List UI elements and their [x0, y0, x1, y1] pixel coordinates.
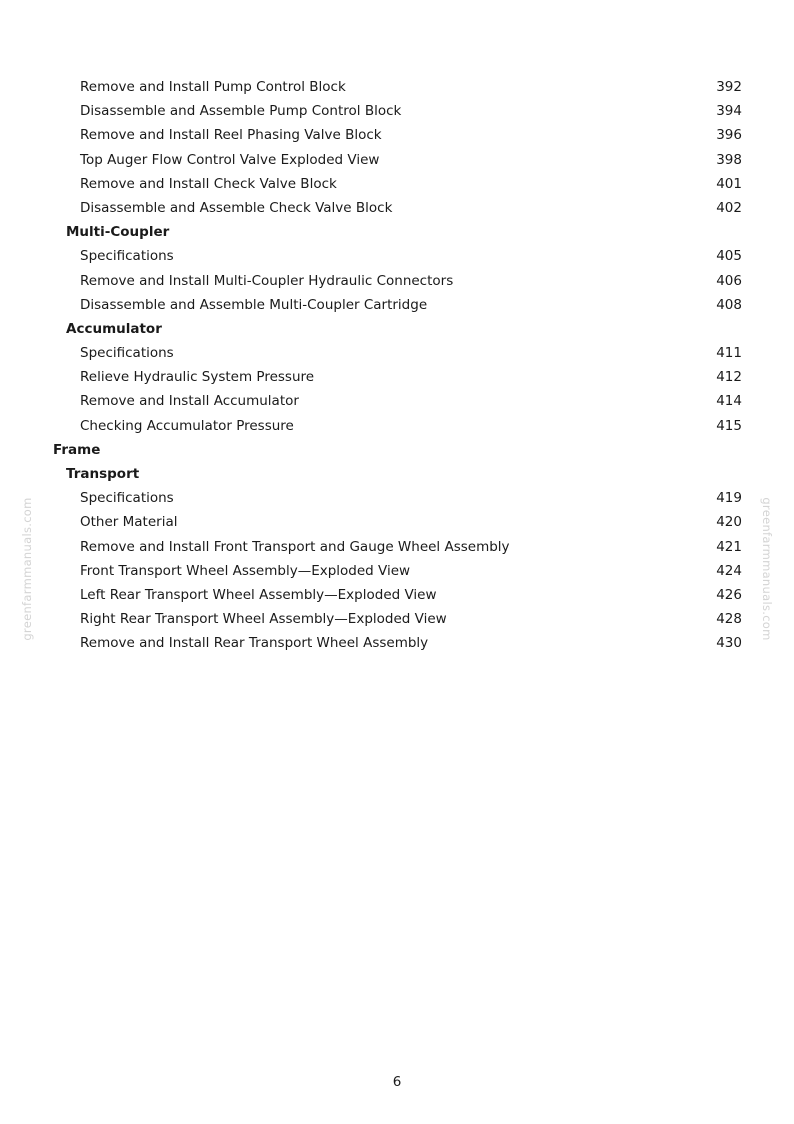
toc-entry-title: Remove and Install Accumulator: [80, 393, 299, 410]
toc-entry-page: 424: [716, 562, 742, 579]
toc-entry[interactable]: [0, 269, 794, 293]
toc-subsection: [0, 462, 794, 486]
toc-section: [0, 438, 794, 462]
toc-entry-page: 392: [716, 79, 742, 95]
toc-entry[interactable]: [0, 607, 794, 631]
toc-entry[interactable]: [0, 631, 794, 655]
toc-subsection: [0, 317, 794, 341]
toc-entry-title: Disassemble and Assemble Pump Control Block: [80, 103, 402, 120]
toc-entry-page: 426: [716, 586, 742, 603]
toc-entry-title: Right Rear Transport Wheel Assembly—Exploded View: [80, 611, 447, 628]
toc-entry-title: Left Rear Transport Wheel Assembly—Exploded View: [80, 586, 437, 603]
toc-entry[interactable]: [0, 341, 794, 365]
toc-entry[interactable]: [0, 148, 794, 172]
toc-entry-title: Multi-Coupler: [66, 224, 170, 241]
watermark-right-text: greenfarmmanuals.com: [760, 496, 774, 641]
toc-entry[interactable]: [0, 486, 794, 510]
toc-entry-title: Top Auger Flow Control Valve Exploded View: [80, 151, 380, 168]
toc-entry-title: Remove and Install Front Transport and Gauge Wheel Assembly: [80, 538, 510, 555]
toc-entry-page: 412: [716, 369, 742, 386]
toc-entry[interactable]: [0, 293, 794, 317]
toc-entry-title: Transport: [66, 466, 140, 482]
toc-entry[interactable]: [0, 583, 794, 607]
toc-entry-title: Relieve Hydraulic System Pressure: [80, 369, 315, 386]
toc-entry[interactable]: [0, 196, 794, 220]
toc-entry[interactable]: [0, 75, 794, 99]
toc-entry-title: Other Material: [80, 514, 178, 531]
toc-entry-page: 414: [716, 393, 742, 410]
toc-entry[interactable]: [0, 389, 794, 413]
toc-entry[interactable]: [0, 365, 794, 389]
toc-entry-title: Remove and Install Pump Control Block: [80, 79, 346, 95]
toc-entry[interactable]: [0, 510, 794, 534]
toc-entry-page: 406: [716, 272, 742, 289]
toc-entry-page: 396: [716, 127, 742, 144]
toc-entry-title: Disassemble and Assemble Multi-Coupler Cartridge: [80, 296, 428, 313]
toc-entry-title: Remove and Install Rear Transport Wheel Assembly: [80, 635, 429, 652]
toc-entry-page: 398: [716, 151, 742, 168]
watermark-right: [760, 496, 774, 641]
toc-entry[interactable]: [0, 535, 794, 559]
toc-entry-page: 428: [716, 611, 742, 628]
toc-entry-page: 430: [716, 635, 742, 652]
toc-entry-page: 420: [716, 514, 742, 531]
toc-entry[interactable]: [0, 559, 794, 583]
toc-entry-title: Remove and Install Multi-Coupler Hydraulic Connectors: [80, 272, 454, 289]
toc-entry-title: Front Transport Wheel Assembly—Exploded View: [80, 562, 411, 579]
toc-entry[interactable]: [0, 414, 794, 438]
toc-entry[interactable]: [0, 123, 794, 147]
toc-subsection: [0, 220, 794, 244]
toc-entry-page: 394: [716, 103, 742, 120]
toc-entry-title: Disassemble and Assemble Check Valve Block: [80, 199, 393, 216]
toc-entry-page: 402: [716, 199, 742, 216]
toc-entry-title: Remove and Install Check Valve Block: [80, 175, 337, 192]
toc-entry-page: 415: [716, 417, 742, 434]
toc-entry-title: Specifications: [80, 345, 174, 362]
toc-entry-page: 419: [716, 490, 742, 507]
table-of-contents: [0, 75, 794, 656]
toc-entry-page: 401: [716, 175, 742, 192]
toc-entry-title: Accumulator: [66, 320, 162, 337]
toc-entry-page: 421: [716, 538, 742, 555]
toc-entry-page: 408: [716, 296, 742, 313]
toc-entry-page: 411: [716, 345, 742, 362]
toc-entry-title: Specifications: [80, 248, 174, 265]
toc-entry[interactable]: [0, 172, 794, 196]
page-number: 6: [392, 1074, 402, 1090]
toc-entry-title: Checking Accumulator Pressure: [80, 417, 294, 434]
toc-entry-title: Frame: [53, 441, 101, 458]
toc-entry-title: Remove and Install Reel Phasing Valve Block: [80, 127, 382, 144]
toc-entry[interactable]: [0, 99, 794, 123]
toc-entry[interactable]: [0, 244, 794, 268]
watermark-left-text: greenfarmmanuals.com: [20, 496, 34, 641]
toc-entry-page: 405: [716, 248, 742, 265]
toc-entry-title: Specifications: [80, 490, 174, 507]
watermark-left: [20, 496, 34, 641]
